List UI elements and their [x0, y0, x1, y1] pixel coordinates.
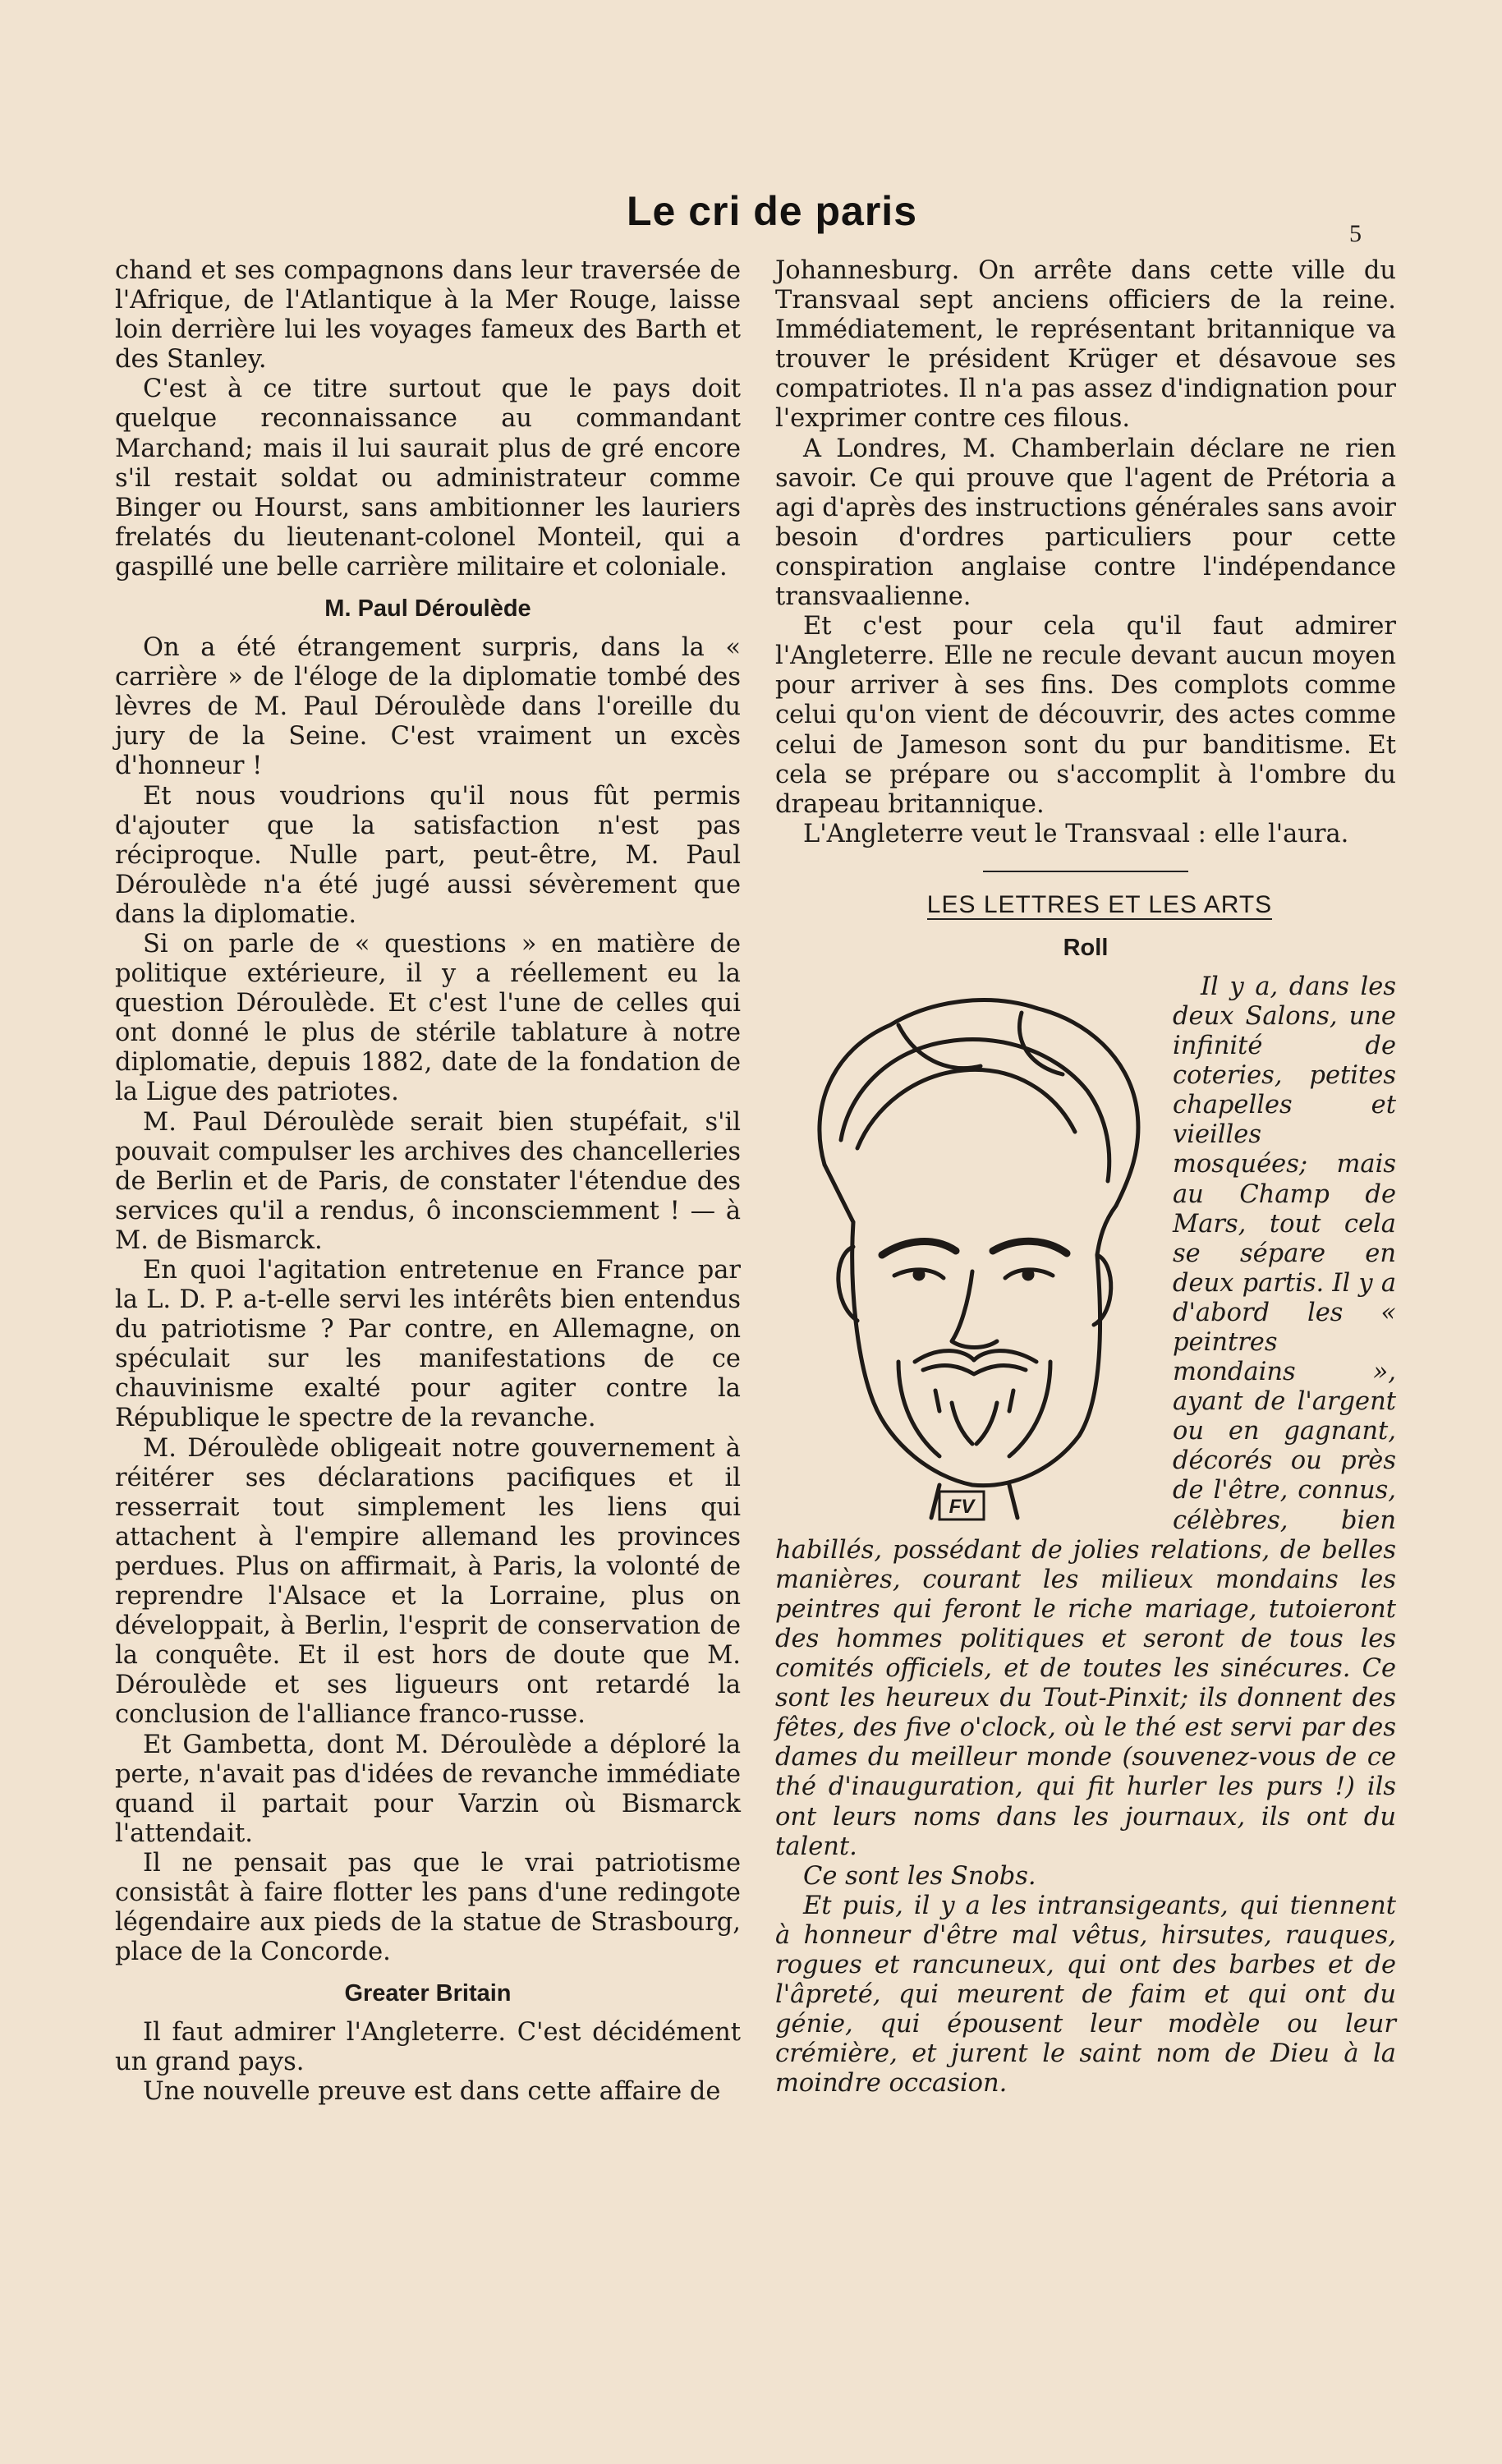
portrait-drawing: [775, 976, 1158, 1524]
paragraph: Il ne pensait pas que le vrai patriotisme consistât à faire flotter les pans d'une redingote légendaire aux pieds de la statue de Strasbourg, place de la Concorde.: [115, 1848, 741, 1967]
paragraph: M. Paul Déroulède serait bien stupéfait, s'il pouvait compulser les archives des chancelleries de Berlin et de Paris, de constater l'étendue des services qu'il a rendus, ô inconsciemment ! — à M. de Bismarck.: [115, 1107, 741, 1255]
paragraph: En quoi l'agitation entretenue en France par la L. D. P. a-t-elle servi les intérêts bien entendus du patriotisme ? Par contre, en Allemagne, on spéculait sur les manifestations de ce chauvinisme exalté pour agiter contre la République le spectre de la revanche.: [115, 1256, 741, 1433]
paragraph: On a été étrangement surpris, dans la « carrière » de l'éloge de la diplomatie tombé des lèvres de M. Paul Déroulède dans l'oreille du jury de la Seine. C'est vraiment un excès d'honneur !: [115, 633, 741, 781]
divider: [983, 871, 1188, 872]
paragraph: Johannesburg. On arrête dans cette ville du Transvaal sept anciens officiers de la reine. Immédiatement, le représentant britannique va trouver le président Krüger et désavoue ses compatriotes. Il n'a pas assez d'indignation pour l'exprimer contre ces filous.: [775, 256, 1396, 434]
paragraph: C'est à ce titre surtout que le pays doit quelque reconnaissance au commandant Marchand; mais il lui saurait plus de gré encore s'il restait soldat ou administrateur comme Binger ou Hourst, sans ambitionner les lauriers frelatés du lieutenant-colonel Monteil, qui a gaspillé une belle carrière militaire et coloniale.: [115, 375, 741, 582]
left-column: [115, 256, 741, 2108]
paragraph: [775, 972, 1396, 1862]
rubric-heading: [775, 889, 1396, 922]
paragraph: Et Gambetta, dont M. Déroulède a déploré la perte, n'avait pas d'idées de revanche immédiate quand il partait pour Varzin où Bismarck l'attendait.: [115, 1730, 741, 1848]
paragraph: Et puis, il y a les intransigeants, qui tiennent à honneur d'être mal vêtus, hirsutes, rauques, rogues et rancuneux, qui ont des barbes et de l'âpreté, qui meurent de faim et qui ont du génie, qui épousent leur modèle ou leur crémière, et jurent le saint nom de Dieu à la moindre occasion.: [775, 1891, 1396, 2099]
masthead-title: Le cri de paris: [626, 188, 918, 234]
paragraph: M. Déroulède obligeait notre gouvernement à réitérer ses déclarations pacifiques et il resserrait tout simplement les liens qui attachent à l'empire allemand les provinces perdues. Plus on affirmait, à Paris, la volonté de reprendre l'Alsace et la Lorraine, plus on développait, à Berlin, l'esprit de conservation de la conquête. Et il est hors de doute que M. Déroulède et ses ligueurs ont retardé la conclusion de l'alliance franco-russe.: [115, 1433, 741, 1730]
section-heading-roll: Roll: [1063, 934, 1109, 961]
paragraph: Si on parle de « questions » en matière de politique extérieure, il y a réellement eu la question Déroulède. Et c'est l'une de celles qui ont donné le plus de stérile tablature à notre diplomatie, depuis 1882, date de la fondation de la Ligue des patriotes.: [115, 929, 741, 1107]
portrait-signature: FV: [949, 1495, 975, 1518]
paragraph-text: Il y a, dans les deux Salons, une infinité de coteries, petites chapelles et vieilles mosquées; mais au Champ de Mars, tout cela se sépare en deux partis. Il y a d'abord les « peintres mondains », ayant de l'argent ou en gagnant, décorés ou près de l'être, connus, célèbres, bien habillés, possédant de jolies relations, de belles manières, courant les milieux mondains les peintres qui feront le riche mariage, tutoieront des hommes politiques et seront de tous les comités officiels, et de toutes les sinécures. Ce sont les heureux du Tout-Pinxit; ils donnent des fêtes, des five o'clock, où le thé est servi par des dames du meilleur monde (souvenez-vous de ce thé d'inauguration, qui fit hurler les purs !) ils ont leurs noms dans les journaux, ils ont du talent.: [775, 972, 1396, 1861]
paragraph: L'Angleterre veut le Transvaal : elle l'aura.: [803, 819, 1349, 848]
paragraph: Il faut admirer l'Angleterre. C'est décidément un grand pays.: [115, 2018, 741, 2077]
paragraph: Ce sont les Snobs.: [803, 1861, 1036, 1891]
section-heading-greater-britain: Greater Britain: [344, 1980, 512, 2007]
paragraph: chand et ses compagnons dans leur traversée de l'Afrique, de l'Atlantique à la Mer Rouge, laisse loin derrière lui les voyages fameux des Barth et des Stanley.: [115, 256, 741, 375]
right-column: [775, 256, 1396, 2099]
paragraph: Une nouvelle preuve est dans cette affaire de: [143, 2077, 721, 2107]
rubric-text: LES LETTRES ET LES ARTS: [926, 890, 1273, 918]
paragraph: Et nous voudrions qu'il nous fût permis d'ajouter que la satisfaction n'est pas réciproque. Nulle part, peut-être, M. Paul Déroulède n'a été jugé aussi sévèrement que dans la diplomatie.: [115, 781, 741, 929]
paragraph: A Londres, M. Chamberlain déclare ne rien savoir. Ce qui prouve que l'agent de Prétoria a agi d'après des instructions générales sans avoir besoin d'ordres particuliers pour cette conspiration anglaise contre l'indépendance transvaalienne.: [775, 434, 1396, 612]
portrait-illustration: [775, 976, 1158, 1524]
page-number: 5: [1349, 220, 1362, 247]
section-heading-deroulede: M. Paul Déroulède: [324, 595, 531, 623]
paragraph: Et c'est pour cela qu'il faut admirer l'Angleterre. Elle ne recule devant aucun moyen pour arriver à ses fins. Des complots comme celui qu'on vient de découvrir, des actes comme celui de Jameson sont du pur banditisme. Et cela se prépare ou s'accomplit à l'ombre du drapeau britannique.: [775, 612, 1396, 819]
